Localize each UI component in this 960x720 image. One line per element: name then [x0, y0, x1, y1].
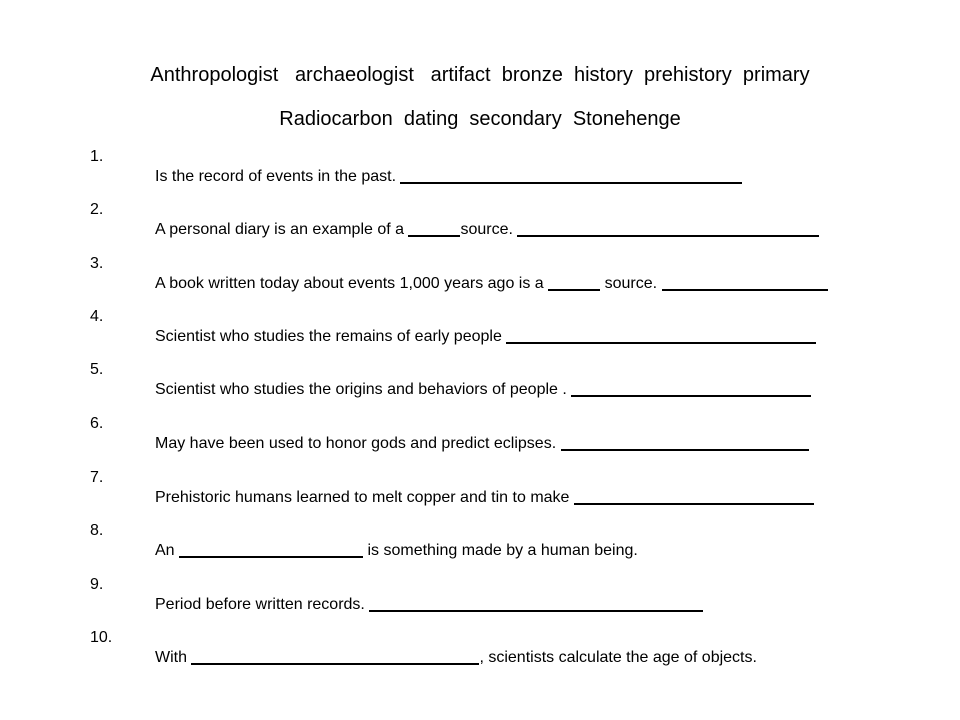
- question-5: [0, 343, 572, 398]
- question-2: [0, 183, 518, 238]
- question-8: [0, 504, 638, 559]
- question-text: Period before written records.: [155, 596, 370, 613]
- word-bank-line-1: Anthropologist archaeologist artifact bronze history prehistory primary: [150, 64, 810, 86]
- question-number: 8.: [90, 522, 104, 539]
- question-number: 2.: [90, 201, 104, 218]
- question-9: [0, 558, 370, 613]
- question-3: [0, 237, 662, 292]
- answer-blank[interactable]: [561, 433, 809, 451]
- word-bank-line-2: Radiocarbon dating secondary Stonehenge: [279, 108, 681, 130]
- question-number: 5.: [90, 361, 104, 378]
- question-text: May have been used to honor gods and predict eclipses.: [155, 435, 561, 452]
- question-text: Is the record of events in the past.: [155, 168, 401, 185]
- answer-blank[interactable]: [662, 273, 828, 291]
- question-text: source.: [460, 221, 518, 238]
- question-text: source.: [600, 275, 662, 292]
- question-text: A book written today about events 1,000 years ago is a: [155, 275, 549, 292]
- question-number: 1.: [90, 148, 104, 165]
- answer-blank[interactable]: [506, 326, 816, 344]
- question-number: 9.: [90, 576, 104, 593]
- answer-blank[interactable]: [191, 647, 479, 665]
- answer-blank[interactable]: [369, 594, 703, 612]
- question-number: 6.: [90, 415, 104, 432]
- answer-blank[interactable]: [574, 487, 814, 505]
- question-number: 4.: [90, 308, 104, 325]
- question-6: [0, 397, 561, 452]
- question-text: A personal diary is an example of a: [155, 221, 409, 238]
- question-text: An: [155, 542, 180, 559]
- answer-blank[interactable]: [517, 219, 819, 237]
- question-text: Scientist who studies the origins and behaviors of people .: [155, 381, 572, 398]
- question-text: Prehistoric humans learned to melt copper and tin to make: [155, 489, 574, 506]
- question-number: 7.: [90, 469, 104, 486]
- question-7: [0, 451, 574, 506]
- answer-blank[interactable]: [548, 273, 600, 291]
- answer-blank[interactable]: [179, 540, 363, 558]
- question-number: 10.: [90, 629, 113, 646]
- question-text: , scientists calculate the age of objects.: [479, 649, 757, 666]
- question-10: [0, 611, 757, 666]
- question-text: Scientist who studies the remains of early people: [155, 328, 507, 345]
- question-1: [0, 130, 401, 185]
- answer-blank[interactable]: [571, 379, 811, 397]
- answer-blank[interactable]: [400, 166, 742, 184]
- question-text: With: [155, 649, 192, 666]
- answer-blank[interactable]: [408, 219, 460, 237]
- question-number: 3.: [90, 255, 104, 272]
- question-text: is something made by a human being.: [363, 542, 638, 559]
- question-4: [0, 290, 507, 345]
